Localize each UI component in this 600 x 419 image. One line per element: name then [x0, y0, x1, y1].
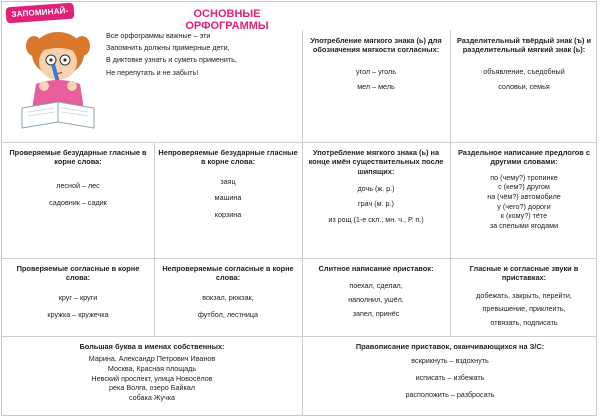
- example: за спелыми ягодами: [489, 221, 559, 231]
- grid-line: [2, 142, 596, 143]
- example: исписать – избежать: [415, 372, 485, 382]
- poster-sheet: [1, 1, 597, 416]
- remember-badge: ЗАПОМИНАЙ-КА!: [6, 3, 75, 24]
- example: с (кем?) другом: [498, 182, 550, 192]
- intro-line: Не перепутать и не забыть!: [106, 67, 199, 77]
- example: заяц: [220, 176, 236, 186]
- block-unchecked-consonants: [158, 264, 298, 320]
- example: садовник – садик: [49, 198, 107, 208]
- example: река Волга, озеро Байкал: [109, 383, 195, 393]
- girl-reading-illustration: [14, 24, 102, 134]
- block-title: Раздельное написание предлогов с другими словами:: [457, 148, 591, 167]
- example: наполнил, ушёл,: [348, 294, 404, 304]
- grid-line: [154, 142, 155, 336]
- example: из рощ (1-е скл., мн. ч., Р. п.): [328, 215, 424, 225]
- block-title: Употребление мягкого знака (ь) на конце имён существительных после шипящих:: [308, 148, 444, 176]
- example: соловьи, семья: [498, 82, 550, 92]
- block-title: Большая буква в именах собственных:: [79, 342, 225, 351]
- example: Невский проспект, улица Новосёлов: [91, 373, 213, 383]
- block-title: Проверяемые безударные гласные в корне слова:: [9, 148, 147, 167]
- grid-line: [2, 336, 596, 337]
- block-title: Гласные и согласные звуки в приставках:: [469, 264, 579, 283]
- block-prefixes-joined: [306, 264, 446, 318]
- block-title: Непроверяемые согласные в корне слова:: [162, 264, 294, 283]
- example: поехал, сделал,: [349, 281, 403, 291]
- intro-line: Запомнить должны примерные дети,: [106, 43, 230, 53]
- block-separating-signs: [454, 36, 594, 92]
- block-checked-vowels: [6, 148, 150, 208]
- example: по (чему?) тропинке: [490, 172, 558, 182]
- block-title: Непроверяемые безударные гласные в корне слова:: [158, 148, 298, 167]
- block-sign-after-hissing: [306, 148, 446, 225]
- example: собака Жучка: [128, 393, 176, 403]
- example: мел – мель: [357, 82, 395, 92]
- example: дочь (ж. р.): [357, 183, 395, 193]
- example: добежать, закрыть, перейти,: [476, 290, 572, 300]
- block-title: Слитное написание приставок:: [318, 264, 434, 273]
- example: объявление, съедобный: [483, 66, 565, 76]
- example: к (кому?) тёте: [500, 211, 548, 221]
- grid-line: [450, 30, 451, 336]
- example: превышение, приклеить,: [482, 304, 566, 314]
- block-capital-letter: [6, 342, 298, 403]
- block-title: Разделительный твёрдый знак (ъ) и разделительный мягкий знак (ь):: [456, 36, 592, 55]
- example: машина: [214, 193, 242, 203]
- example: угол – уголь: [356, 66, 396, 76]
- block-checked-consonants: [6, 264, 150, 320]
- grid-line: [302, 30, 303, 336]
- grid-line: [2, 258, 596, 259]
- example: корзина: [214, 209, 242, 219]
- example: расположить – разбросать: [405, 389, 495, 399]
- example: Москва, Красная площадь: [107, 363, 197, 373]
- block-soft-sign: [306, 36, 446, 92]
- example: запел, принёс: [352, 308, 400, 318]
- example: Марина, Александр Петрович Иванов: [88, 354, 216, 364]
- block-prepositions: [454, 148, 594, 231]
- block-title: Употребление мягкого знака (ь) для обозначения мягкости согласных:: [310, 36, 442, 55]
- block-prefixes-z-s: [306, 342, 594, 399]
- block-unchecked-vowels: [158, 148, 298, 220]
- example: отвязать, подписать: [490, 317, 558, 327]
- example: круг – круги: [58, 292, 98, 302]
- block-title: Правописание приставок, оканчивающихся на З/С:: [355, 342, 545, 351]
- page-title: ОСНОВНЫЕ ОРФОГРАММЫ: [185, 8, 269, 32]
- example: лесной – лес: [56, 180, 100, 190]
- block-prefix-letters: [454, 264, 594, 328]
- example: кружка – кружечка: [47, 310, 109, 320]
- example: вокзал, рюкзак,: [202, 292, 254, 302]
- example: вскрикнуть – вздохнуть: [411, 356, 489, 366]
- example: у (чего?) дороги: [497, 201, 551, 211]
- intro-line: В диктовке узнать и суметь применить,: [106, 55, 237, 65]
- intro-poem: [106, 30, 301, 79]
- example: футбол, лестница: [197, 310, 259, 320]
- intro-line: Все орфограммы важные – эти: [106, 31, 211, 40]
- example: на (чём?) автомобиле: [487, 191, 561, 201]
- grid-line: [302, 336, 303, 416]
- example: грач (м. р.): [358, 199, 394, 209]
- block-title: Проверяемые согласные в корне слова:: [16, 264, 140, 283]
